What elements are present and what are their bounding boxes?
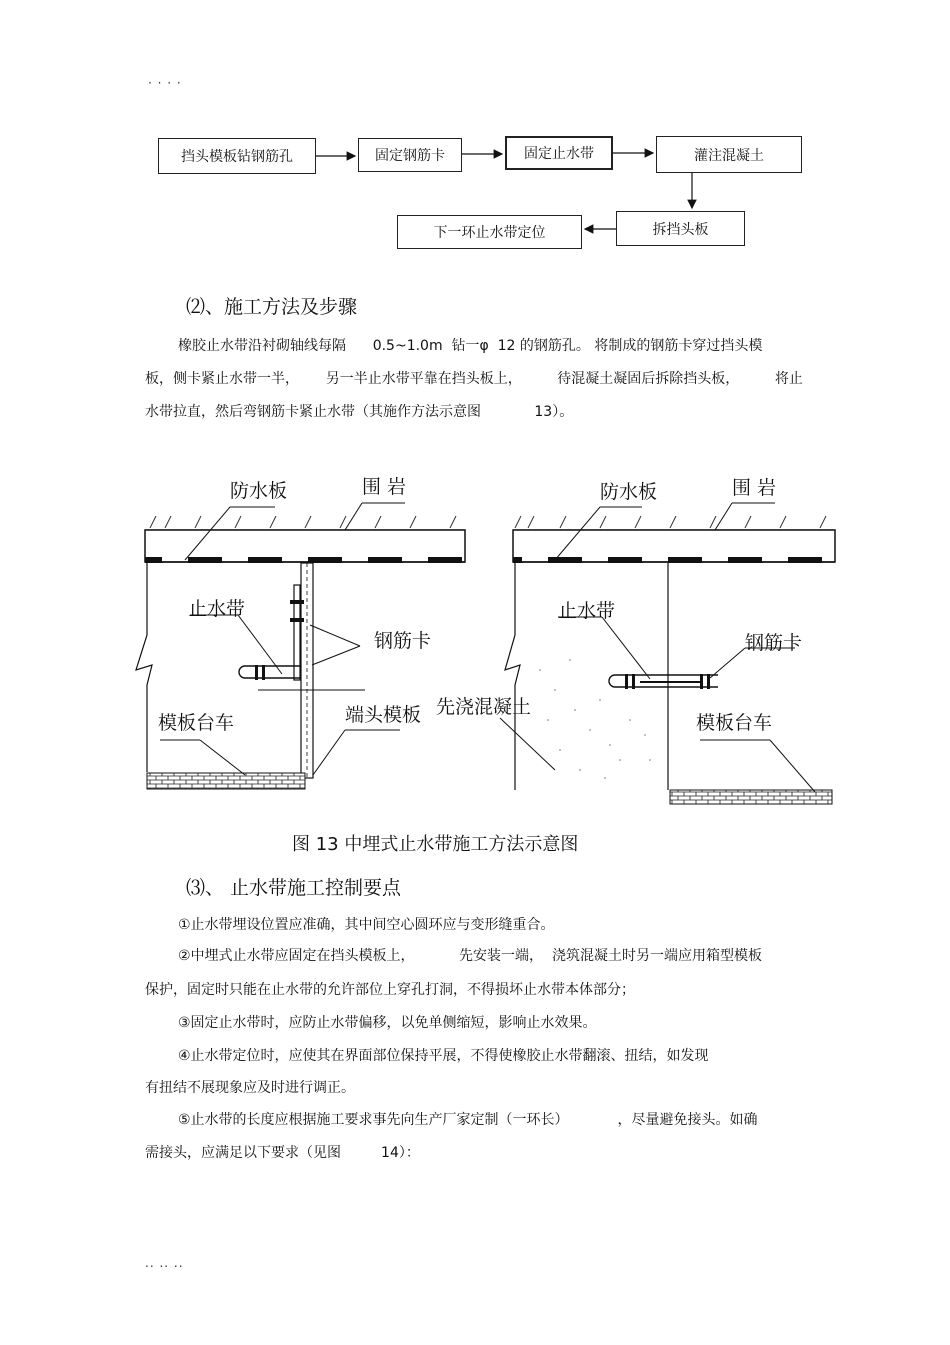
right-label-xianjiao: 先浇混凝土 [436,696,532,718]
section-2-line-1: 橡胶止水带沿衬砌轴线每隔 0.5~1.0m 钻一φ 12 的钢筋孔。 将制成的钢筋卡穿过挡头模 [178,338,763,354]
flow-step-5: 拆挡头板 [616,211,745,246]
section-2-line-2: 板，侧卡紧止水带一半， 另一半止水带平靠在挡头板上， 待混凝土凝固后拆除挡头板， 将止 [145,371,803,387]
flow-step-6: 下一环止水带定位 [397,215,582,249]
left-label-gangjinka: 钢筋卡 [374,630,432,652]
section-3-item-4b: 有扭结不展现象应及时进行调正。 [145,1080,355,1096]
flow-step-2: 固定钢筋卡 [358,138,462,172]
section-2-heading: ⑵、施工方法及步骤 [186,296,358,318]
right-label-zhishuidai: 止水带 [558,600,616,622]
flow-step-1: 挡头模板钻钢筋孔 [158,138,316,174]
section-3-item-3: ③固定止水带时，应防止水带偏移，以免单侧缩短，影响止水效果。 [178,1015,597,1031]
figure-caption: 图 13 中埋式止水带施工方法示意图 [292,834,579,855]
header-dots: · · · · [148,76,182,90]
section-3-item-5b: 需接头，应满足以下要求（见图 14）： [145,1145,420,1161]
footer-dots: .. .. .. [145,1256,184,1270]
left-label-weiyan: 围 岩 [362,476,407,498]
section-3-item-2b: 保护，固定时只能在止水带的允许部位上穿孔打洞，不得损坏止水带本体部分； [145,982,635,998]
figure-drawing [0,460,950,810]
right-label-mubantaiche: 模板台车 [696,712,773,734]
left-label-zhishuidai: 止水带 [188,598,246,620]
left-label-mubantaiche: 模板台车 [158,712,235,734]
section-3-item-2a: ②中埋式止水带应固定在挡头模板上， 先安装一端， 浇筑混凝土时另一端应用箱型模板 [178,948,762,964]
section-3-item-5a: ⑤止水带的长度应根据施工要求事先向生产厂家定制（一环长） ，尽量避免接头。如确 [178,1112,758,1128]
flow-step-4: 灌注混凝土 [656,136,802,173]
flow-arrows [0,0,950,270]
section-2-line-3: 水带拉直，然后弯钢筋卡紧止水带（其施作方法示意图 13）。 [145,404,574,420]
left-label-duantoumuban: 端头模板 [345,704,422,726]
right-label-gangjinka: 钢筋卡 [745,632,803,654]
right-label-weiyan: 围 岩 [732,477,777,499]
flow-step-3: 固定止水带 [505,136,613,170]
right-label-fangshuiban: 防水板 [600,481,658,503]
section-3-heading: ⑶、 止水带施工控制要点 [186,877,402,899]
left-label-fangshuiban: 防水板 [230,480,288,502]
section-3-item-1: ①止水带埋设位置应准确，其中间空心圆环应与变形缝重合。 [178,917,555,933]
section-3-item-4a: ④止水带定位时，应使其在界面部位保持平展，不得使橡胶止水带翻滚、扭结，如发现 [178,1048,709,1064]
